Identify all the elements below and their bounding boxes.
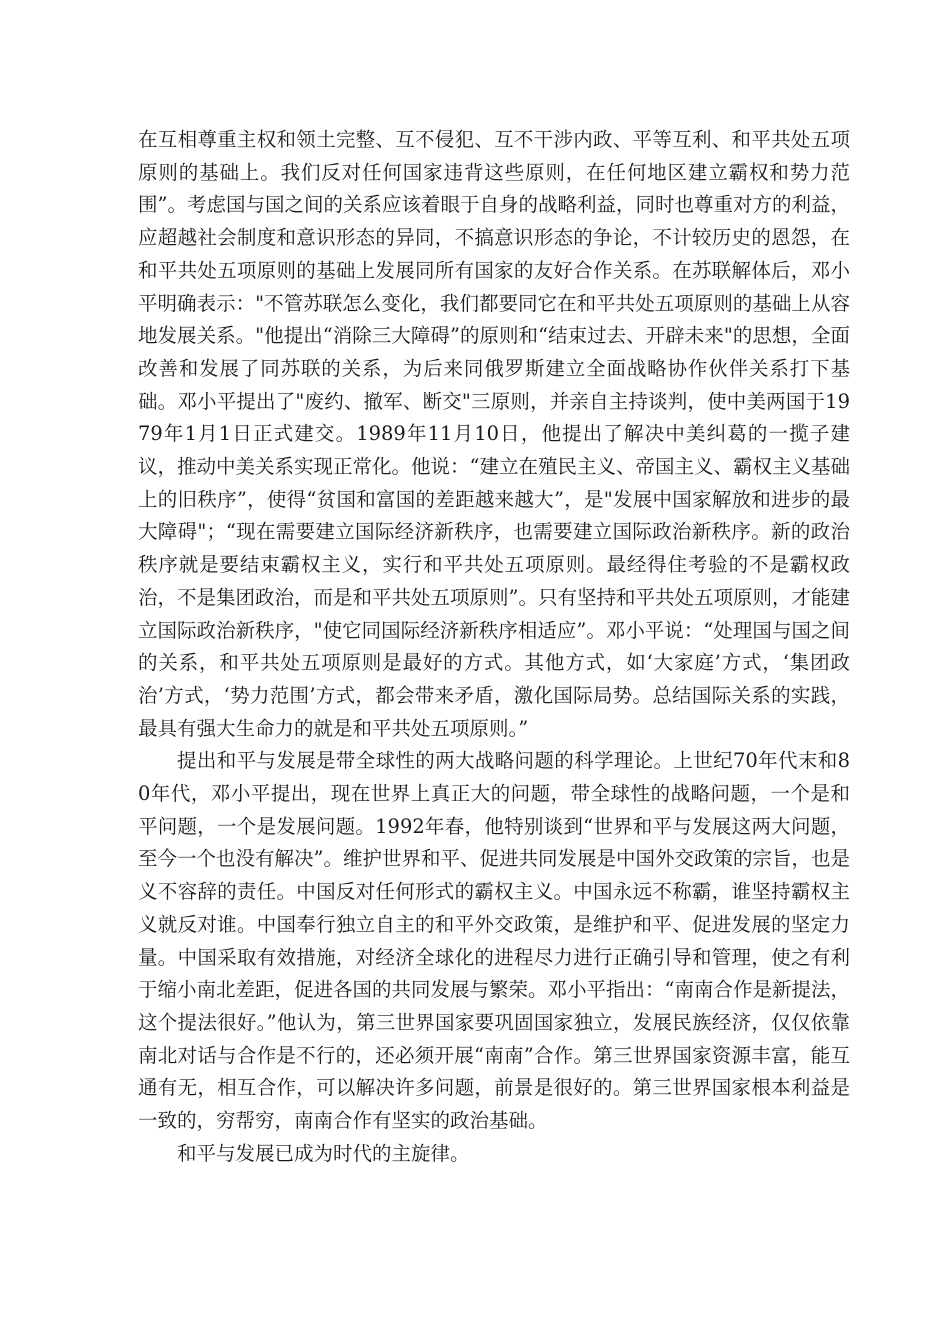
paragraph-conclusion: 和平与发展已成为时代的主旋律。 [177, 1141, 470, 1165]
paragraph-peace-development: 提出和平与发展是带全球性的两大战略问题的科学理论。上世纪70年代末和80年代，邓小平提出，现在世界上真正大的问题，带全球性的战略问题，一个是和平问题，一个是发展问题。1992年春，他特别谈到“世界和平与发展这两大问题，至今一个也没有解决”。维护世界和平、促进共同发展是中国外交政策的宗旨，也是义不容辞的责任。中国反对任何形式的霸权主义。中国永远不称霸，谁坚持霸权主义就反对谁。中国奉行独立自主的和平外交政策，是维护和平、促进发展的坚定力量。中国采取有效措施，对经济全球化的进程尽力进行正确引导和管理，使之有利于缩小南北差距，促进各国的共同发展与繁荣。邓小平指出：“南南合作是新提法，这个提法很好。”他认为，第三世界国家要巩固国家独立，发展民族经济，仅仅依靠南北对话与合作是不行的，还必须开展“南南”合作。第三世界国家资源丰富，能互通有无，相互合作，可以解决许多问题，前景是很好的。第三世界国家根本利益是一致的，穷帮穷，南南合作有坚实的政治基础。 [138, 749, 850, 1133]
paragraph-continued: 在互相尊重主权和领土完整、互不侵犯、互不干涉内政、平等互利、和平共处五项原则的基础上。我们反对任何国家违背这些原则，在任何地区建立霸权和势力范围”。考虑国与国之间的关系应该着眼于自身的战略利益，同时也尊重对方的利益，应超越社会制度和意识形态的异同，不搞意识形态的争论，不计较历史的恩怨，在和平共处五项原则的基础上发展同所有国家的友好合作关系。在苏联解体后，邓小平明确表示："不管苏联怎么变化，我们都要同它在和平共处五项原则的基础上从容地发展关系。"他提出“消除三大障碍”的原则和“结束过去、开辟未来"的思想，全面改善和发展了同苏联的关系，为后来同俄罗斯建立全面战略协作伙伴关系打下基础。邓小平提出了"废约、撤军、断交"三原则，并亲自主持谈判，使中美两国于1979年1月1日正式建交。1989年11月10日，他提出了解决中美纠葛的一揽子建议，推动中美关系实现正常化。他说：“建立在殖民主义、帝国主义、霸权主义基础上的旧秩序”，使得“贫国和富国的差距越来越大”，是"发展中国家解放和进步的最大障碍"；“现在需要建立国际经济新秩序，也需要建立国际政治新秩序。新的政治秩序就是要结束霸权主义，实行和平共处五项原则。最经得住考验的不是霸权政治，不是集团政治，而是和平共处五项原则”。只有坚持和平共处五项原则，才能建立国际政治新秩序，"使它同国际经济新秩序相适应”。邓小平说：“处理国与国之间的关系，和平共处五项原则是最好的方式。其他方式，如‘大家庭’方式，‘集团政治’方式，‘势力范围’方式，都会带来矛盾，激化国际局势。总结国际关系的实践，最具有强大生命力的就是和平共处五项原则。” [138, 128, 850, 740]
document-body [138, 124, 850, 1171]
